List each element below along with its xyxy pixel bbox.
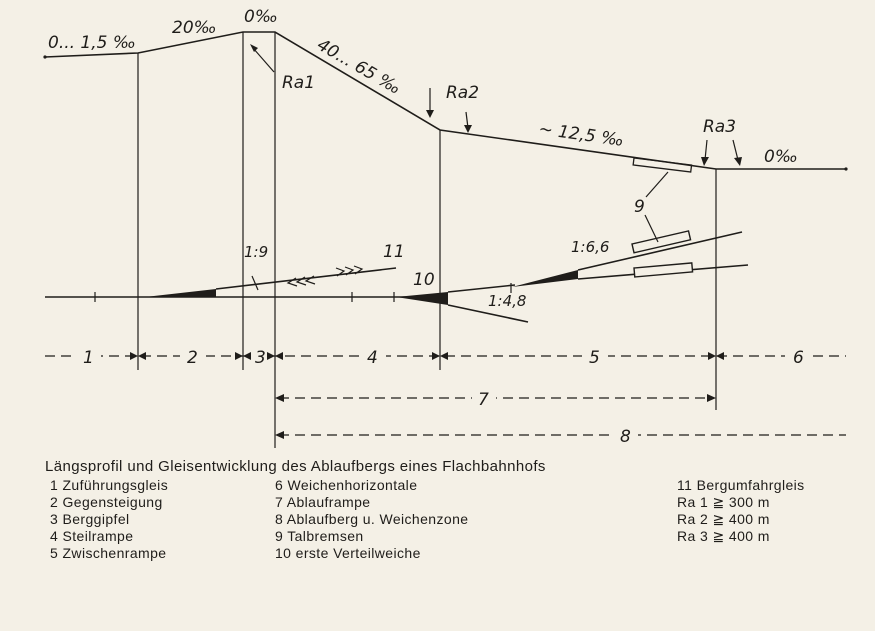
track-brake-lower — [634, 263, 693, 277]
label-9-leader-top — [646, 172, 668, 197]
dimension-2: 2 — [187, 348, 198, 368]
label-11: 11 — [383, 242, 405, 262]
profile-start-dot — [43, 55, 46, 58]
dimension-3: 3 — [255, 348, 266, 368]
ra3-right-arrowhead — [734, 157, 742, 166]
legend-item: Ra 1 ≧ 300 m — [677, 494, 770, 510]
legend-item: 2 Gegensteigung — [50, 494, 163, 510]
legend-item: 6 Weichenhorizontale — [275, 477, 418, 493]
ratio-1-9-leader — [252, 276, 258, 290]
track-brake-upper — [632, 231, 691, 253]
dimension-5: 5 — [589, 348, 600, 368]
legend-item: 1 Zuführungsgleis — [50, 477, 169, 493]
upper-branch-track — [448, 285, 515, 292]
ra1-label: Ra1 — [282, 73, 316, 93]
legend-title: Längsprofil und Gleisentwicklung des Ablaufbergs eines Flachbahnhofs — [45, 458, 546, 475]
legend-column-3 — [677, 477, 805, 545]
ra1-arrow — [253, 48, 274, 72]
ra1-arrowhead — [250, 44, 258, 52]
dimension-7: 7 — [478, 390, 489, 410]
label-9-leader-bottom — [645, 215, 658, 242]
legend-item: 11 Bergumfahrgleis — [677, 477, 805, 493]
dimension-1: 1 — [83, 348, 94, 368]
legend-item: Ra 3 ≧ 400 m — [677, 528, 770, 544]
legend-item: 7 Ablauframpe — [275, 494, 371, 510]
grade-horizontal-label: 0‰ — [764, 147, 798, 167]
legend-item: Ra 2 ≧ 400 m — [677, 511, 770, 527]
grade-feed-label: 0... 1,5 ‰ — [48, 33, 136, 53]
legend — [45, 458, 865, 628]
legend-column-2 — [275, 477, 468, 562]
switch-wedge-1-6-6 — [512, 270, 578, 287]
grade-intermediate-label: ~ 12,5 ‰ — [537, 119, 626, 151]
dim-7-arrow-right — [707, 394, 716, 402]
dimension-4: 4 — [367, 348, 378, 368]
legend-item: 9 Talbremsen — [275, 528, 364, 544]
label-10: 10 — [413, 270, 435, 290]
switch-wedge-1-9 — [145, 289, 216, 297]
legend-item: 8 Ablaufberg u. Weichenzone — [275, 511, 469, 527]
legend-item: 4 Steilrampe — [50, 528, 134, 544]
ratio-1-6-6-label: 1:6,6 — [571, 238, 610, 256]
ratio-1-9-label: 1:9 — [244, 243, 269, 261]
switch-wedge-10 — [396, 292, 448, 305]
ra2-label: Ra2 — [446, 83, 480, 103]
legend-item: 3 Berggipfel — [50, 511, 130, 527]
dim-7-arrow-left — [275, 394, 284, 402]
ra2-left-arrowhead — [426, 110, 434, 118]
legend-item: 5 Zwischenrampe — [50, 545, 167, 561]
ratio-1-4-8-label: 1:4,8 — [488, 292, 527, 310]
grade-steep-label: 40... 65 ‰ — [313, 35, 405, 99]
label-9: 9 — [634, 197, 645, 217]
dim-8-arrow-left — [275, 431, 284, 439]
ra3-right-arrow — [733, 140, 738, 160]
legend-item: 10 erste Verteilweiche — [275, 545, 421, 561]
dimension-8: 8 — [620, 427, 631, 447]
grade-summit-label: 0‰ — [244, 7, 278, 27]
ra3-left-arrowhead — [701, 157, 709, 166]
dimension-6: 6 — [793, 348, 804, 368]
legend-column-1 — [50, 477, 168, 562]
dimension-arrowheads — [130, 352, 724, 360]
grade-counter-label: 20‰ — [172, 18, 217, 38]
ra3-label: Ra3 — [703, 117, 737, 137]
profile-end-dot — [844, 167, 847, 170]
ra2-right-arrowhead — [464, 125, 472, 133]
